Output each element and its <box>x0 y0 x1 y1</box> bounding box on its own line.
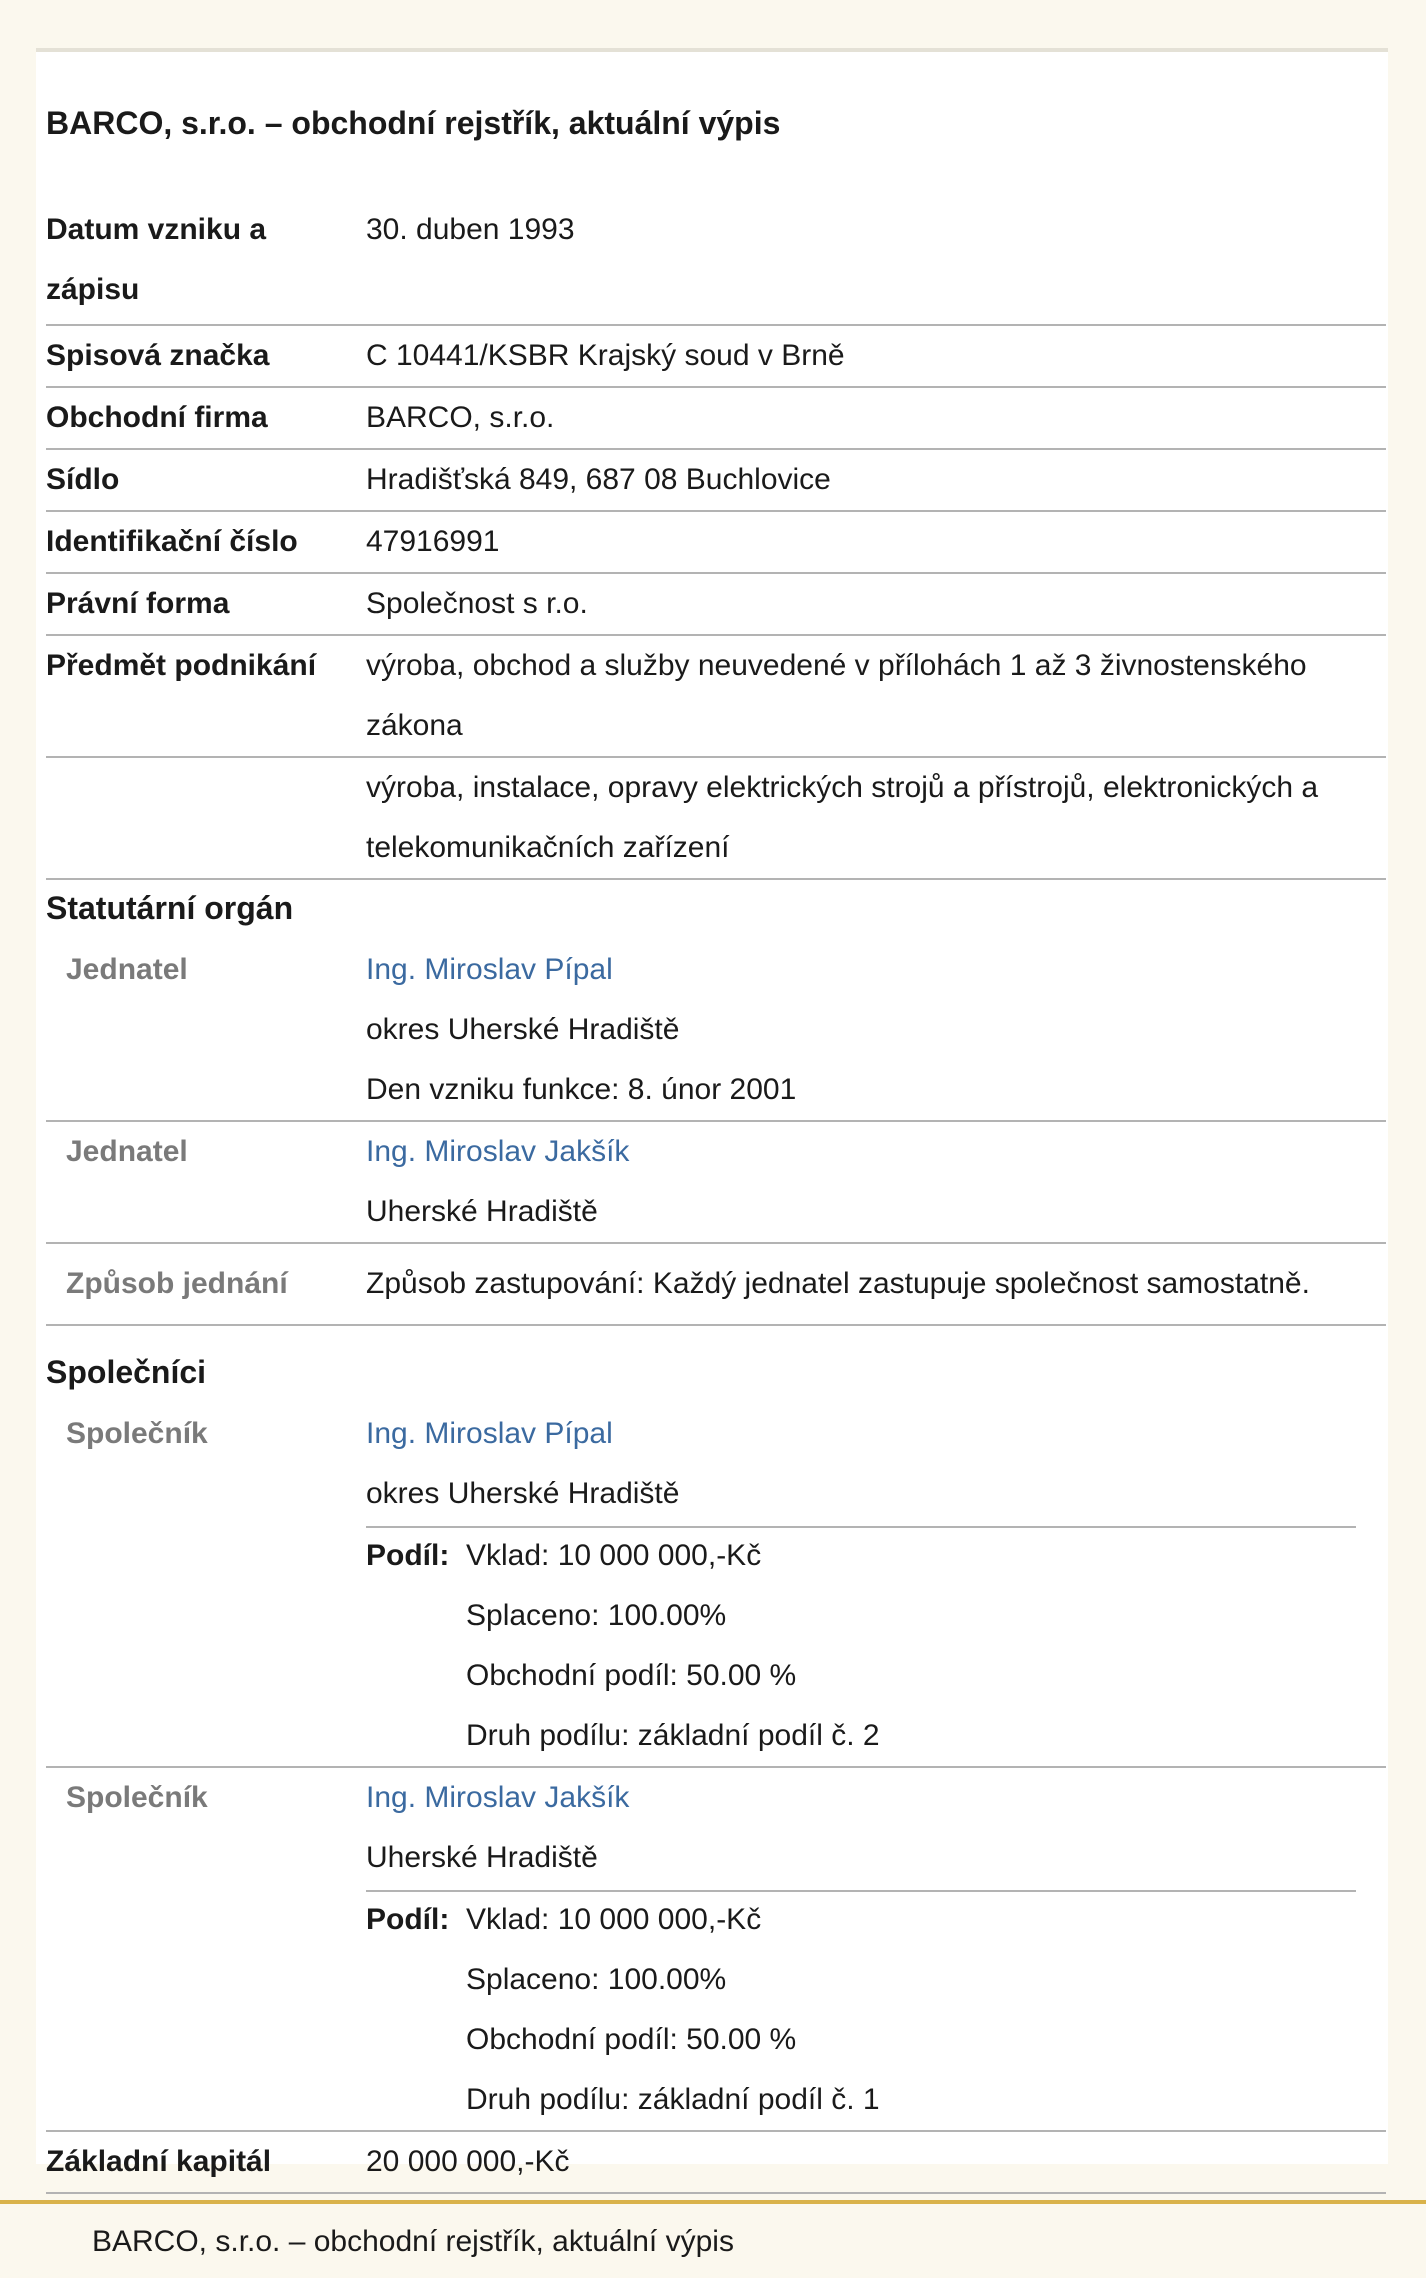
label-spisova-znacka: Spisová značka <box>46 339 270 372</box>
row-datum-vzniku <box>46 200 1386 326</box>
person-place: Uherské Hradiště <box>366 1195 598 1228</box>
label-predmet: Předmět podnikání <box>46 649 317 682</box>
label-obchodni-firma: Obchodní firma <box>46 401 268 434</box>
podil-label: Podíl: <box>366 1903 450 1936</box>
footer-title: BARCO, s.r.o. – obchodní rejstřík, aktuální výpis <box>92 2225 734 2258</box>
person-place: Uherské Hradiště <box>366 1841 598 1874</box>
label-spolecnik: Společník <box>66 1781 208 1814</box>
podil-obchodni: Obchodní podíl: 50.00 % <box>466 1659 797 1692</box>
row-zpusob-jednani <box>46 1244 1386 1326</box>
label-zpusob-jednani: Způsob jednání <box>66 1267 288 1300</box>
label-ico: Identifikační číslo <box>46 525 298 558</box>
value-sidlo: Hradišťská 849, 687 08 Buchlovice <box>366 463 831 496</box>
person-link[interactable]: Ing. Miroslav Pípal <box>366 953 613 986</box>
label-zakladni-kapital: Základní kapitál <box>46 2145 272 2178</box>
person-link[interactable]: Ing. Miroslav Jakšík <box>366 1135 630 1168</box>
row-obchodni-firma <box>46 388 1386 450</box>
label-sidlo: Sídlo <box>46 463 120 496</box>
podil-splaceno: Splaceno: 100.00% <box>466 1963 727 1996</box>
predmet-2-line1: výroba, instalace, opravy elektrických strojů a přístrojů, elektronických a <box>366 771 1319 804</box>
person-link[interactable]: Ing. Miroslav Pípal <box>366 1417 613 1450</box>
label-jednatel: Jednatel <box>66 953 188 986</box>
podil-obchodni: Obchodní podíl: 50.00 % <box>466 2023 797 2056</box>
row-spisova-znacka <box>46 326 1386 388</box>
row-jednatel-1 <box>46 940 1386 1122</box>
predmet-1-line2: zákona <box>366 709 463 742</box>
podil-vklad: Vklad: 10 000 000,-Kč <box>466 1903 762 1936</box>
page-title: BARCO, s.r.o. – obchodní rejstřík, aktuální výpis <box>46 105 781 141</box>
value-pravni-forma: Společnost s r.o. <box>366 587 588 620</box>
label-spolecnik: Společník <box>66 1417 208 1450</box>
predmet-1-line1: výroba, obchod a služby neuvedené v přílohách 1 až 3 živnostenského <box>366 649 1307 682</box>
person-place: okres Uherské Hradiště <box>366 1013 680 1046</box>
row-jednatel-2 <box>46 1122 1386 1244</box>
row-predmet-1 <box>46 636 1386 758</box>
label-datum-vzniku <box>46 200 266 320</box>
value-zakladni-kapital: 20 000 000,-Kč <box>366 2145 570 2178</box>
podil-vklad: Vklad: 10 000 000,-Kč <box>466 1539 762 1572</box>
value-predmet-2 <box>366 758 1318 878</box>
person-place: okres Uherské Hradiště <box>366 1477 680 1510</box>
value-predmet-1 <box>366 636 1307 756</box>
podil-splaceno: Splaceno: 100.00% <box>466 1599 727 1632</box>
section-statutarni: Statutární orgán <box>46 890 294 926</box>
function-date: Den vzniku funkce: 8. únor 2001 <box>366 1073 797 1106</box>
value-spisova-znacka: C 10441/KSBR Krajský soud v Brně <box>366 339 845 372</box>
value-obchodni-firma: BARCO, s.r.o. <box>366 401 555 434</box>
podil-label: Podíl: <box>366 1539 450 1572</box>
predmet-2-line2: telekomunikačních zařízení <box>366 831 730 864</box>
row-sidlo <box>46 450 1386 512</box>
label-line2: zápisu <box>46 273 140 306</box>
value-ico: 47916991 <box>366 525 500 558</box>
value-datum-vzniku: 30. duben 1993 <box>366 213 575 246</box>
row-spolecnik-1 <box>46 1404 1386 1768</box>
podil-druh: Druh podílu: základní podíl č. 2 <box>466 1719 880 1752</box>
row-predmet-2 <box>46 758 1386 880</box>
label-pravni-forma: Právní forma <box>46 587 230 620</box>
podil-druh: Druh podílu: základní podíl č. 1 <box>466 2083 880 2116</box>
label-jednatel: Jednatel <box>66 1135 188 1168</box>
label-line1: Datum vzniku a <box>46 213 267 246</box>
row-spolecnik-2 <box>46 1768 1386 2132</box>
person-link[interactable]: Ing. Miroslav Jakšík <box>366 1781 630 1814</box>
row-pravni-forma <box>46 574 1386 636</box>
row-ico <box>46 512 1386 574</box>
register-card <box>36 48 1388 2178</box>
section-spolecnici: Společníci <box>46 1354 207 1390</box>
value-zpusob-jednani: Způsob zastupování: Každý jednatel zastupuje společnost samostatně. <box>366 1267 1310 1300</box>
row-zakladni-kapital <box>46 2132 1386 2194</box>
